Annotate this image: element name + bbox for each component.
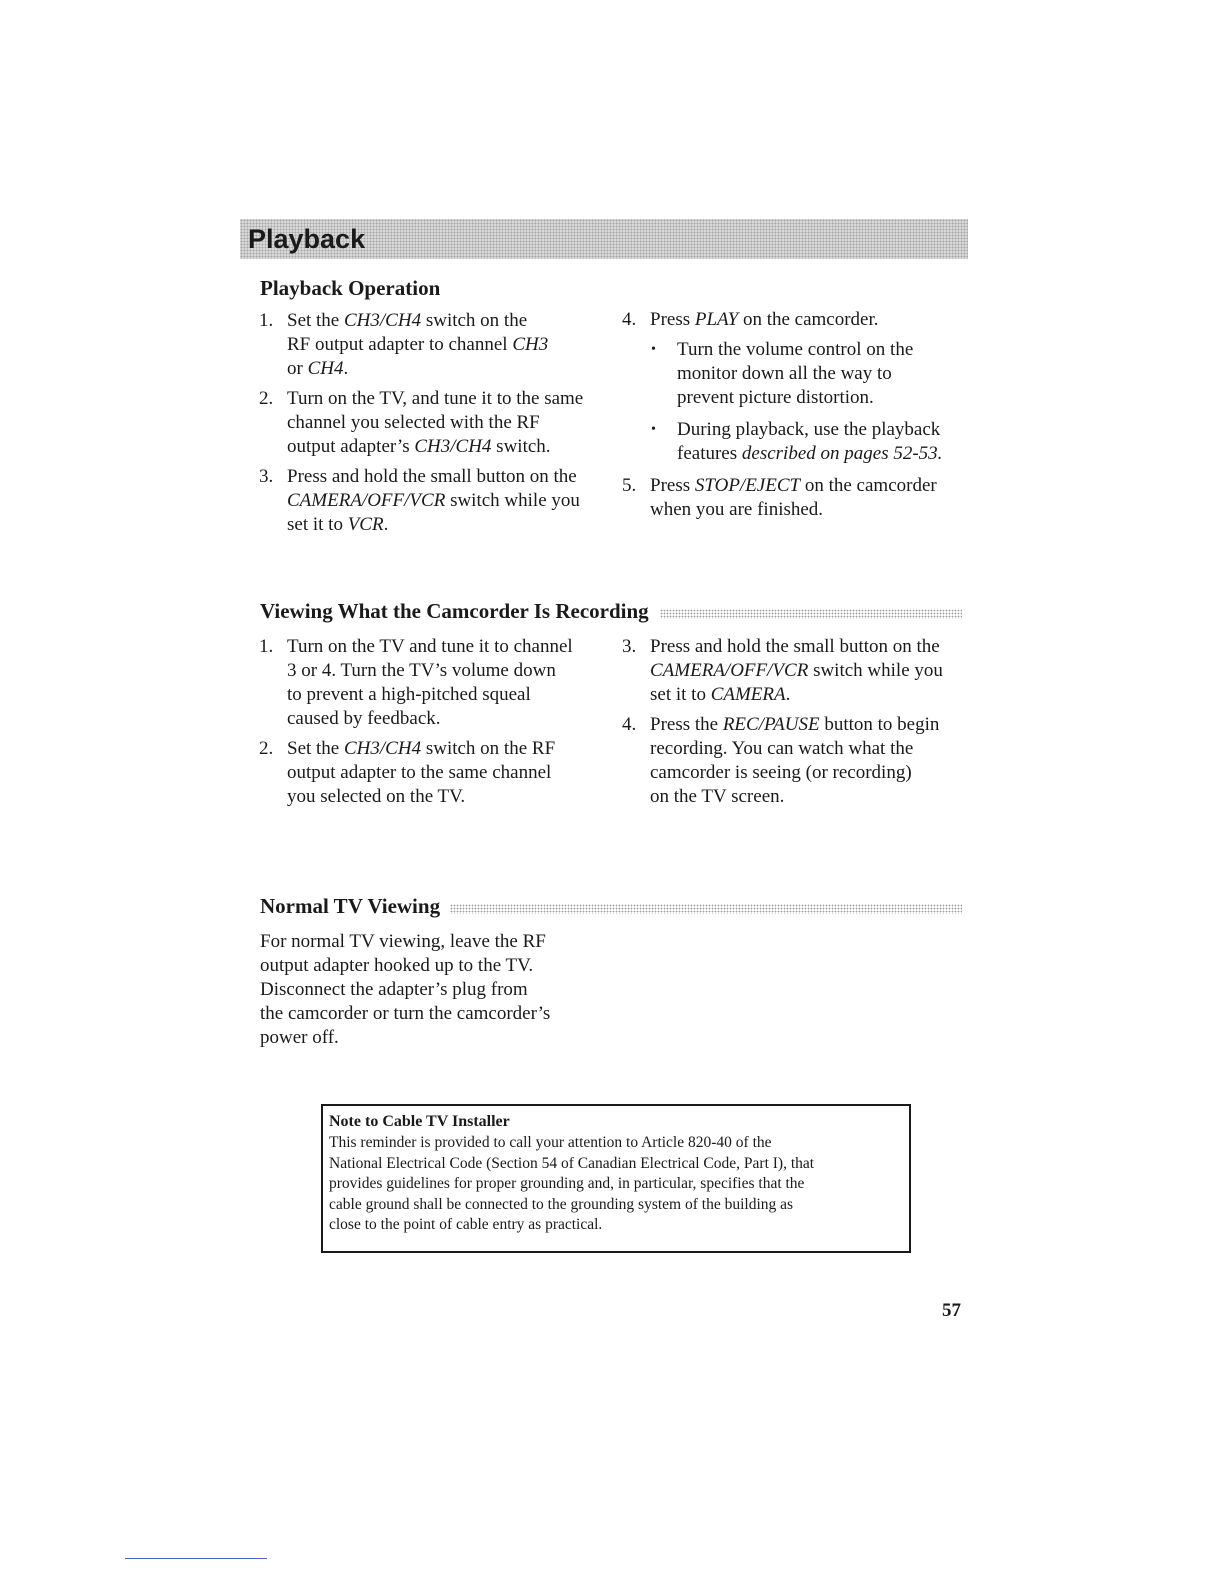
step-text: Set the CH3/CH4 switch on the RF output adapter to the same channel you selected on the TV. (287, 738, 556, 807)
list-item (259, 465, 609, 537)
step-text: Press and hold the small button on the CAMERA/OFF/VCR switch while you set it to CAMERA. (650, 636, 943, 705)
list-item (259, 737, 609, 809)
list-item (259, 635, 609, 731)
step-number: 2. (259, 738, 274, 759)
list-item (622, 635, 972, 707)
playback-steps-right (622, 308, 972, 528)
section-heading-playback-operation: Playback Operation (260, 275, 446, 301)
list-item (622, 474, 972, 522)
note-box (321, 1104, 911, 1253)
step-text: Press PLAY on the camcorder. (650, 309, 879, 330)
step-text: Turn on the TV, and tune it to the same channel you selected with the RF output adapter’s CH3/CH4 switch. (287, 388, 584, 457)
step-number: 4. (622, 714, 637, 735)
note-text: This reminder is provided to call your attention to Article 820-40 of the National Electrical Code (Section 54 of Canadian Electrical Code, Part I), that provides guidelines for proper grounding and, in particular, specifies that the cable ground shall be connected to the grounding system of the building as close to the point of cable entry as practical. (329, 1134, 815, 1233)
page-number: 57 (942, 1300, 961, 1321)
step-number: 3. (622, 636, 637, 657)
list-item (622, 713, 972, 809)
list-item (259, 387, 609, 459)
step-number: 5. (622, 475, 637, 496)
list-item (259, 309, 609, 381)
step-number: 1. (259, 636, 274, 657)
viewing-steps-left (259, 635, 609, 815)
step-text: Press STOP/EJECT on the camcorder when you are finished. (650, 475, 937, 520)
list-item (622, 308, 972, 332)
playback-steps-left (259, 309, 609, 543)
step-text: Turn on the TV and tune it to channel 3 or 4. Turn the TV’s volume down to prevent a high-pitched squeal caused by feedback. (287, 636, 573, 729)
bullet-dot: • (651, 342, 656, 357)
bullet-item (649, 418, 972, 466)
step-text: Press the REC/PAUSE button to begin recording. You can watch what the camcorder is seeing (or recording) on the TV screen. (650, 714, 940, 807)
bullet-text: Turn the volume control on the monitor down all the way to prevent picture distortion. (677, 339, 914, 408)
viewing-steps-right (622, 635, 972, 815)
bullet-text: During playback, use the playback features described on pages 52-53. (677, 419, 943, 464)
step-number: 1. (259, 310, 274, 331)
step-text: Press and hold the small button on the CAMERA/OFF/VCR switch while you set it to VCR. (287, 466, 580, 535)
step-number: 3. (259, 466, 274, 487)
step-text: Set the CH3/CH4 switch on the RF output adapter to channel CH3 or CH4. (287, 310, 549, 379)
heading-dotted-rule (450, 904, 962, 914)
footer-link-underline (125, 1558, 267, 1559)
heading-dotted-rule (660, 609, 962, 619)
chapter-title: Playback (248, 224, 366, 254)
normal-tv-paragraph: For normal TV viewing, leave the RF output adapter hooked up to the TV. Disconnect the adapter’s plug from the camcorder or turn the camcorder’s power off. (260, 931, 551, 1048)
bullet-dot: • (651, 422, 656, 437)
note-title: Note to Cable TV Installer (329, 1113, 510, 1130)
step-number: 2. (259, 388, 274, 409)
step-number: 4. (622, 309, 637, 330)
section-heading-viewing-recording: Viewing What the Camcorder Is Recording (260, 598, 655, 624)
bullet-item (649, 338, 972, 410)
section-heading-normal-tv: Normal TV Viewing (260, 893, 446, 919)
